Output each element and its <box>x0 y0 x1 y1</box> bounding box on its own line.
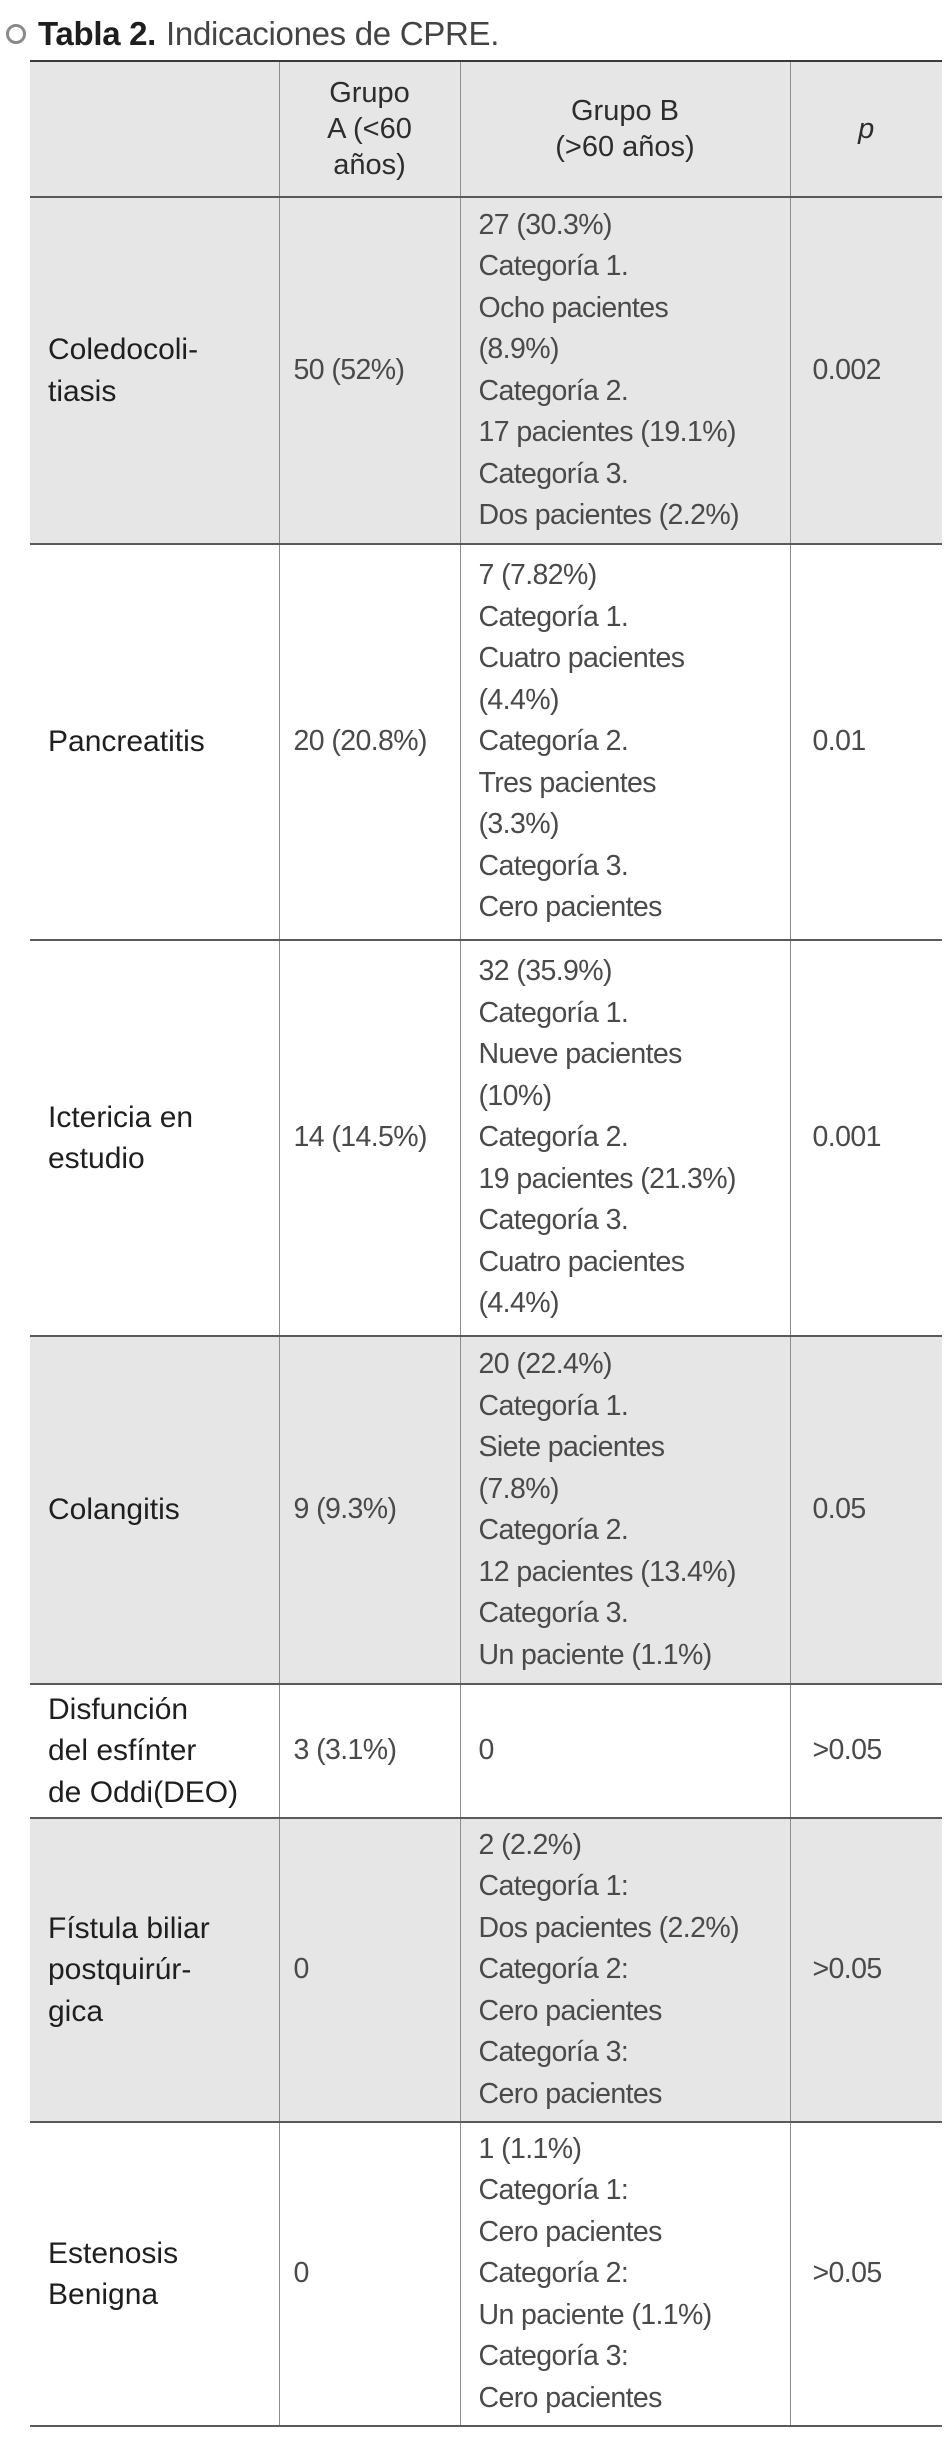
grupo-b-line: (7.8%) <box>478 1472 559 1505</box>
grupo-b-line: 27 (30.3%) <box>478 208 612 241</box>
grupo-b-line: 20 (22.4%) <box>478 1348 612 1380</box>
grupo-b-line: Categoría 1. <box>478 996 629 1029</box>
grupo-a-cell: 9 (9.3%) <box>279 1336 460 1684</box>
grupo-b-cell <box>460 1684 790 1818</box>
table-row <box>30 1336 942 1684</box>
grupo-b-line: Dos pacientes (2.2%) <box>478 499 739 531</box>
grupo-b-cell <box>460 2122 790 2426</box>
caption-label: Tabla 2. <box>38 15 157 52</box>
header-grupo-a-line: Grupo <box>329 77 410 109</box>
table-row <box>30 2122 942 2426</box>
grupo-b-line: Cero pacientes <box>478 2381 662 2414</box>
grupo-b-line: 17 pacientes (19.1%) <box>478 416 736 448</box>
grupo-b-line: Cero pacientes <box>478 1994 662 2027</box>
header-grupo-b-line: Grupo B <box>571 95 679 127</box>
grupo-b-line: Categoría 3: <box>478 2340 629 2373</box>
grupo-b-line: Categoría 3. <box>478 849 629 882</box>
grupo-a-cell: 50 (52%) <box>279 197 460 544</box>
grupo-b-line: Categoría 3. <box>478 1204 629 1237</box>
header-grupo-a-line: A (<60 <box>327 113 412 145</box>
grupo-b-line: Un paciente (1.1%) <box>478 2298 712 2331</box>
header-grupo-b <box>460 61 790 197</box>
p-value-cell: 0.01 <box>790 544 942 940</box>
grupo-b-line: Categoría 2: <box>478 1953 629 1986</box>
grupo-a-cell: 0 <box>279 1818 460 2122</box>
header-row <box>30 61 942 197</box>
indication-line: Benigna <box>48 2278 159 2311</box>
indication-line: Fístula biliar <box>48 1911 210 1945</box>
grupo-b-line: 19 pacientes (21.3%) <box>478 1162 736 1195</box>
table-row <box>30 1818 942 2122</box>
table-caption <box>0 6 945 62</box>
table-row <box>30 940 942 1336</box>
p-value-cell: >0.05 <box>790 2122 942 2426</box>
grupo-b-line: Cuatro pacientes <box>478 642 685 675</box>
grupo-a-cell: 0 <box>279 2122 460 2426</box>
indication-line: tiasis <box>48 374 117 408</box>
indication-cell <box>30 544 279 940</box>
grupo-b-line: Tres pacientes <box>478 766 656 799</box>
grupo-b-line: Siete pacientes <box>478 1431 665 1463</box>
grupo-b-line: Un paciente (1.1%) <box>478 1638 712 1671</box>
header-grupo-a-line: años) <box>333 149 406 181</box>
grupo-b-line: 12 pacientes (13.4%) <box>478 1555 736 1588</box>
indication-line: Colangitis <box>48 1493 180 1527</box>
header-indication <box>30 61 279 197</box>
indication-line: del esfínter <box>48 1734 197 1768</box>
grupo-b-line: Dos pacientes (2.2%) <box>478 1911 739 1944</box>
header-grupo-b-line: (>60 años) <box>555 131 695 163</box>
grupo-b-line: Categoría 2: <box>478 2257 629 2290</box>
grupo-b-line: 7 (7.82%) <box>478 559 597 592</box>
table-row <box>30 544 942 940</box>
grupo-b-line: Categoría 1: <box>478 2174 629 2207</box>
indication-cell <box>30 1818 279 2122</box>
indication-line: Estenosis <box>48 2236 179 2270</box>
grupo-b-line: Categoría 2. <box>478 1514 629 1546</box>
grupo-b-line: (10%) <box>478 1079 552 1112</box>
grupo-a-cell: 14 (14.5%) <box>279 940 460 1336</box>
table-row <box>30 197 942 544</box>
grupo-b-line: Categoría 1. <box>478 1389 629 1422</box>
p-value-cell: >0.05 <box>790 1684 942 1818</box>
grupo-b-line: Categoría 3. <box>478 1597 629 1629</box>
grupo-b-line: Categoría 1. <box>478 600 629 633</box>
grupo-b-line: (8.9%) <box>478 333 559 365</box>
indication-line: Pancreatitis <box>48 725 205 759</box>
indication-line: postquirúr- <box>48 1953 192 1987</box>
indication-line: Disfunción <box>48 1692 189 1726</box>
indication-line: estudio <box>48 1142 145 1175</box>
grupo-b-line: 0 <box>478 1734 494 1767</box>
p-value-cell: >0.05 <box>790 1818 942 2122</box>
grupo-b-line: Cero pacientes <box>478 891 662 924</box>
indication-line: Coledocoli- <box>48 333 199 366</box>
grupo-a-cell: 20 (20.8%) <box>279 544 460 940</box>
grupo-a-cell: 3 (3.1%) <box>279 1684 460 1818</box>
table-body <box>30 61 942 2426</box>
grupo-b-line: Categoría 3: <box>478 2036 629 2069</box>
grupo-b-line: (4.4%) <box>478 683 559 716</box>
caption-text: Indicaciones de CPRE. <box>166 15 500 52</box>
circle-bullet-icon <box>6 24 26 44</box>
grupo-b-line: Categoría 2. <box>478 1121 629 1154</box>
grupo-b-cell <box>460 940 790 1336</box>
grupo-b-line: 32 (35.9%) <box>478 955 612 988</box>
indication-line: Ictericia en <box>48 1100 194 1134</box>
table-row <box>30 1684 942 1818</box>
header-p: p <box>790 61 942 197</box>
indications-table <box>30 60 942 2427</box>
grupo-b-line: Categoría 3. <box>478 457 629 490</box>
grupo-b-line: Categoría 2. <box>478 374 629 407</box>
indication-cell <box>30 1684 279 1818</box>
p-value-cell: 0.001 <box>790 940 942 1336</box>
grupo-b-line: Categoría 1. <box>478 250 629 282</box>
grupo-b-line: Cero pacientes <box>478 2077 662 2110</box>
p-value-cell: 0.002 <box>790 197 942 544</box>
grupo-b-line: (4.4%) <box>478 1287 559 1320</box>
grupo-b-line: (3.3%) <box>478 808 559 841</box>
indication-cell <box>30 940 279 1336</box>
indication-line: de Oddi(DEO) <box>48 1775 239 1809</box>
header-grupo-a <box>279 61 460 197</box>
grupo-b-cell <box>460 197 790 544</box>
grupo-b-line: Ocho pacientes <box>478 291 669 324</box>
grupo-b-line: Categoría 1: <box>478 1870 629 1903</box>
indication-cell <box>30 1336 279 1684</box>
p-value-cell: 0.05 <box>790 1336 942 1684</box>
grupo-b-line: 2 (2.2%) <box>478 1828 582 1861</box>
grupo-b-line: Cero pacientes <box>478 2215 662 2248</box>
grupo-b-line: 1 (1.1%) <box>478 2132 582 2165</box>
indication-line: gica <box>48 1994 104 2028</box>
indication-cell <box>30 197 279 544</box>
indication-cell <box>30 2122 279 2426</box>
grupo-b-line: Categoría 2. <box>478 725 629 758</box>
grupo-b-line: Nueve pacientes <box>478 1038 682 1071</box>
grupo-b-line: Cuatro pacientes <box>478 1245 685 1278</box>
grupo-b-cell <box>460 1818 790 2122</box>
grupo-b-cell <box>460 544 790 940</box>
grupo-b-cell <box>460 1336 790 1684</box>
